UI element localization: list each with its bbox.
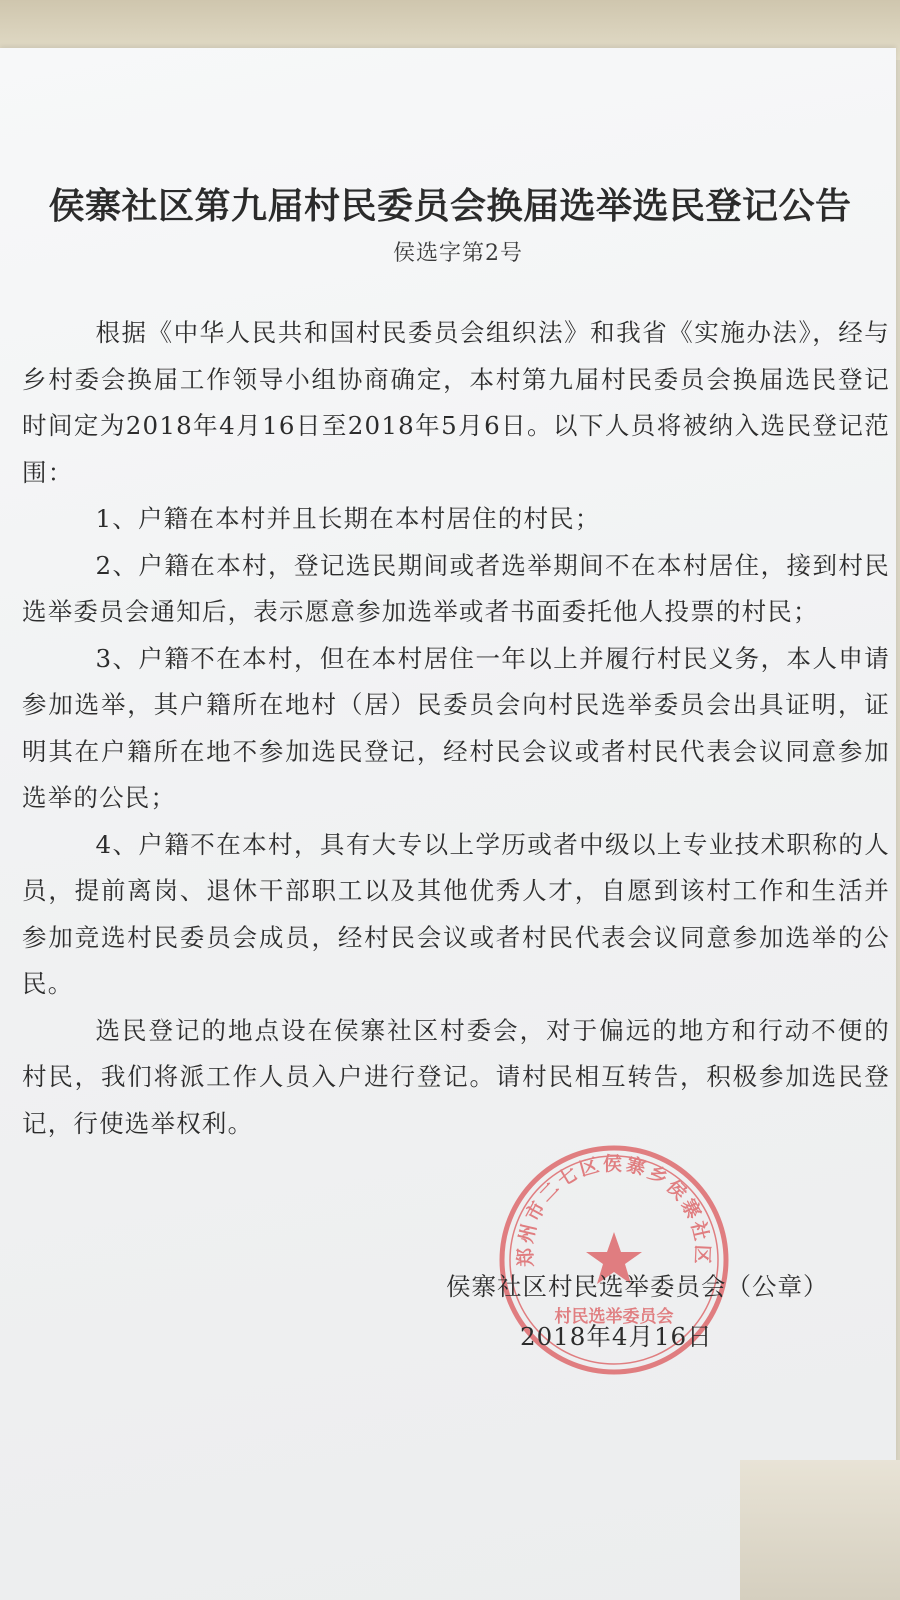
signing-date: 2018年4月16日 bbox=[520, 1322, 713, 1351]
clause-1: 1、户籍在本村并且长期在本村居住的村民； bbox=[95, 504, 601, 533]
intro-paragraph: 根据《中华人民共和国村民委员会组织法》和我省《实施办法》，经与乡村委会换届工作领导小组协商确定，本村第九届村民委员会换届选民登记时间定为2018年4月16日至2018年5月6日。以下人员将被纳入选民登记范围： bbox=[22, 318, 890, 487]
clause-2: 2、户籍在本村，登记选民期间或者选举期间不在本村居住，接到村民选举委员会通知后，表示愿意参加选举或者书面委托他人投票的村民； bbox=[22, 550, 890, 626]
notice-body bbox=[22, 310, 890, 1147]
seal-ring-text: 郑州市二七区侯寨乡侯寨社区 bbox=[514, 1153, 714, 1268]
notice-title: 侯寨社区第九届村民委员会换届选举选民登记公告 bbox=[48, 185, 852, 227]
document-number: 侯选字第2号 bbox=[393, 241, 523, 266]
clause-3: 3、户籍不在本村，但在本村居住一年以上并履行村民义务，本人申请参加选举，其户籍所在地村（居）民委员会向村民选举委员会出具证明，证明其在户籍所在地不参加选民登记，经村民会议或者村民代表会议同意参加选举的公民； bbox=[22, 643, 890, 812]
closing-paragraph: 选民登记的地点设在侯寨社区村委会，对于偏远的地方和行动不便的村民，我们将派工作人员入户进行登记。请村民相互转告，积极参加选民登记，行使选举权利。 bbox=[22, 1015, 890, 1138]
clause-4: 4、户籍不在本村，具有大专以上学历或者中级以上专业技术职称的人员，提前离岗、退休干部职工以及其他优秀人才，自愿到该村工作和生活并参加竞选村民委员会成员，经村民会议或者村民代表会议同意参加选举的公民。 bbox=[22, 829, 890, 998]
signing-organization: 侯寨社区村民选举委员会（公章） bbox=[446, 1272, 829, 1301]
signature-block bbox=[446, 1262, 886, 1362]
sheet-corner-shadow bbox=[740, 1460, 900, 1600]
seal-bottom-text: 村民选举委员会 bbox=[554, 1307, 674, 1327]
